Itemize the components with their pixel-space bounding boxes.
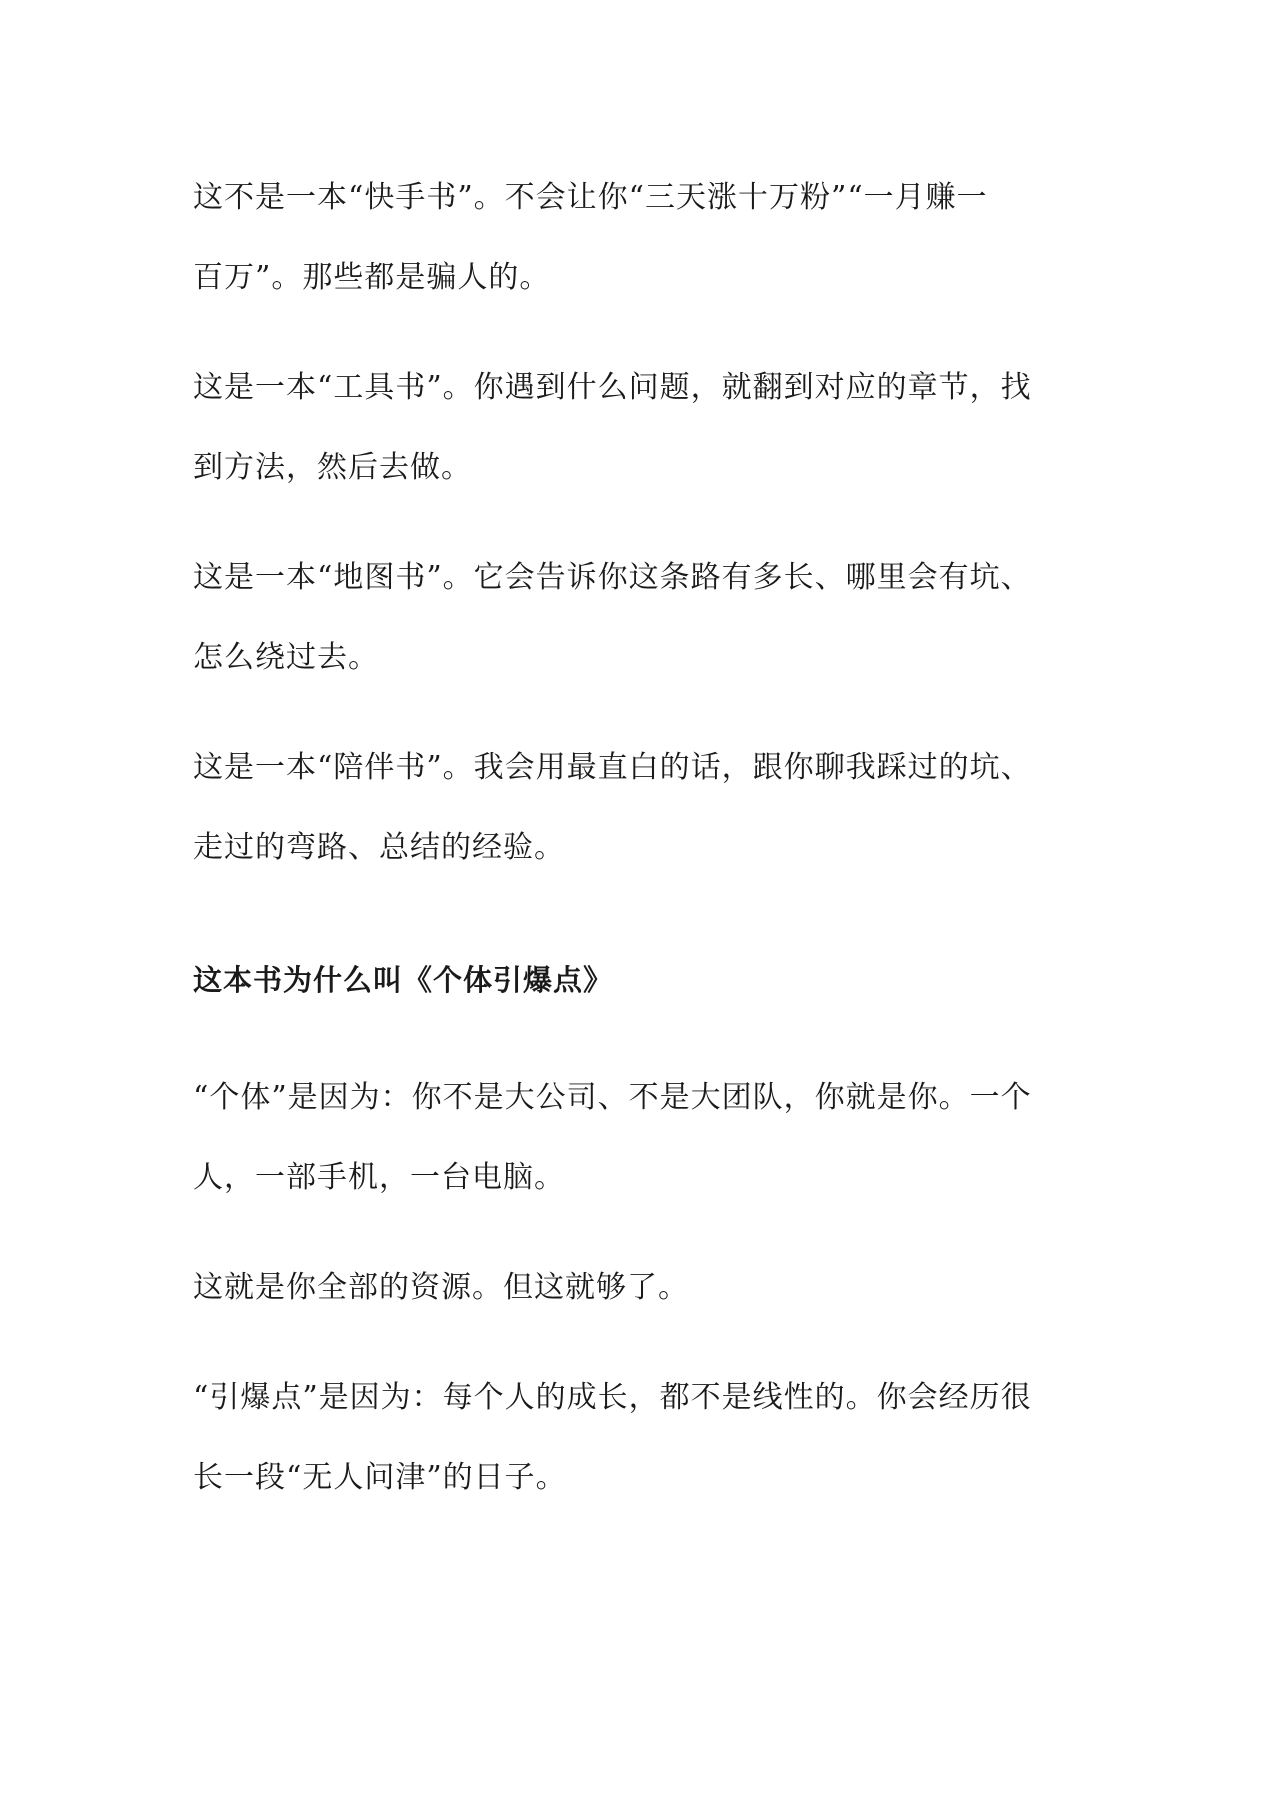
paragraph-2-line-2: 到方法，然后去做。 bbox=[193, 450, 472, 485]
paragraph-4-line-1: 这是一本“陪伴书”。我会用最直白的话，跟你聊我踩过的坑、 bbox=[193, 750, 1032, 785]
paragraph-3-line-1: 这是一本“地图书”。它会告诉你这条路有多长、哪里会有坑、 bbox=[193, 560, 1032, 595]
section-paragraph-3-line-1: “引爆点”是因为：每个人的成长，都不是线性的。你会经历很 bbox=[193, 1380, 1032, 1415]
paragraph-1-line-2: 百万”。那些都是骗人的。 bbox=[193, 260, 551, 295]
paragraph-1-line-1: 这不是一本“快手书”。不会让你“三天涨十万粉”“一月赚一 bbox=[193, 180, 988, 215]
section-paragraph-1-line-1: “个体”是因为：你不是大公司、不是大团队，你就是你。一个 bbox=[193, 1080, 1032, 1115]
section-paragraph-1-line-2: 人，一部手机，一台电脑。 bbox=[193, 1160, 565, 1195]
paragraph-4-line-2: 走过的弯路、总结的经验。 bbox=[193, 830, 565, 865]
section-paragraph-2-line-1: 这就是你全部的资源。但这就够了。 bbox=[193, 1270, 689, 1305]
paragraph-2-line-1: 这是一本“工具书”。你遇到什么问题，就翻到对应的章节，找 bbox=[193, 370, 1032, 405]
section-heading: 这本书为什么叫《个体引爆点》 bbox=[193, 963, 614, 997]
paragraph-3-line-2: 怎么绕过去。 bbox=[193, 640, 379, 675]
section-paragraph-3-line-2: 长一段“无人问津”的日子。 bbox=[193, 1460, 567, 1495]
